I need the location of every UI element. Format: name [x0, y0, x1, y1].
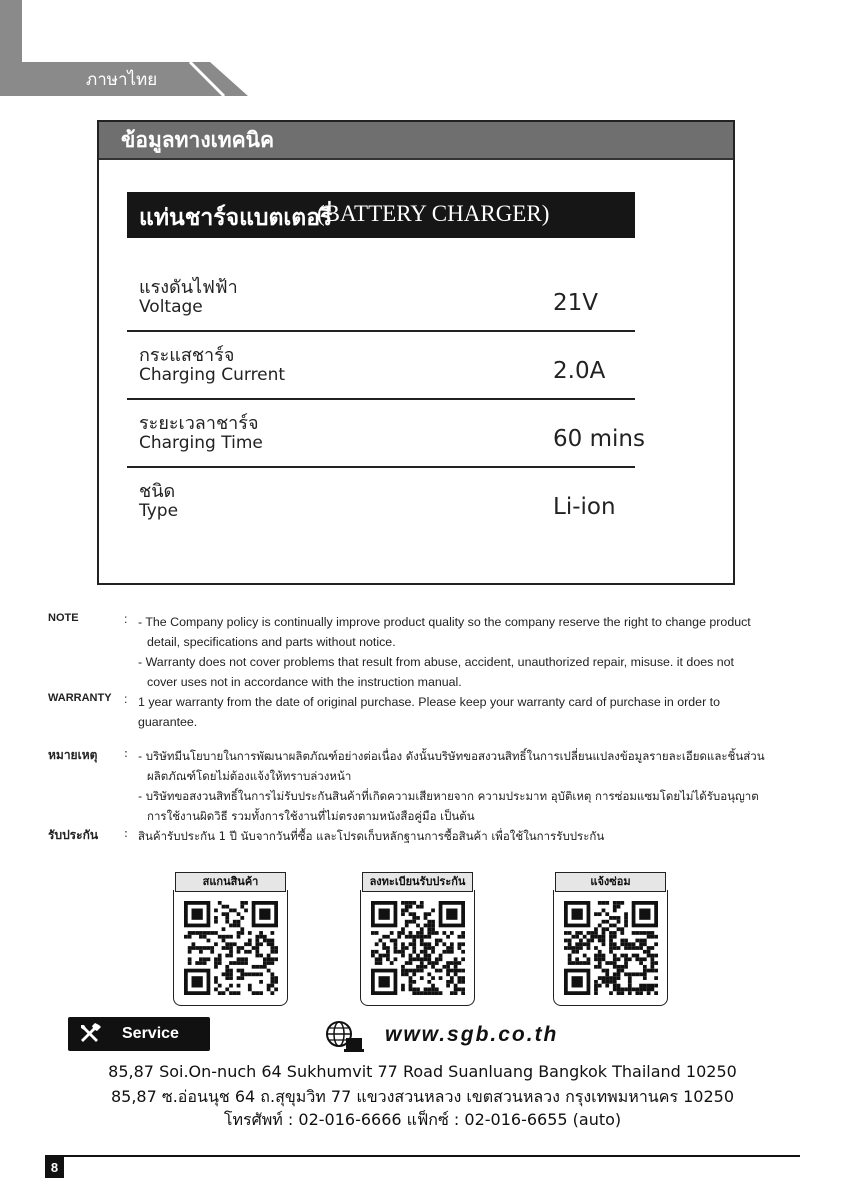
thai-note-text: การใช้งานผิดวิธี รวมทั้งการใช้งานที่ไม่ตรงตามหนังสือคู่มือ เป็นต้น	[147, 809, 475, 823]
spec-label-thai: กระแสชาร์จ	[139, 345, 235, 366]
thai-warranty-text: สินค้ารับประกัน 1 ปี นับจากวันที่ซื้อ และโปรดเก็บหลักฐานการซื้อสินค้า เพื่อใช้ในการรับประกัน	[138, 829, 605, 843]
thai-warranty-key: รับประกัน	[48, 828, 99, 842]
qr-label: ลงทะเบียนรับประกัน	[362, 872, 473, 892]
service-button[interactable]	[68, 1017, 210, 1051]
service-label: Service	[122, 1025, 179, 1042]
note-key: NOTE	[48, 612, 79, 624]
language-tab	[0, 0, 250, 96]
spec-value: 21V	[553, 290, 599, 316]
thai-note-colon: :	[124, 746, 128, 760]
note-text: cover uses not in accordance with the instruction manual.	[147, 675, 462, 689]
spec-row-charging-time	[127, 400, 645, 468]
note-text: detail, specifications and parts without notice.	[147, 635, 396, 649]
qr-frame	[173, 890, 288, 1006]
address-english: 85,87 Soi.On-nuch 64 Sukhumvit 77 Road Suanluang Bangkok Thailand 10250	[108, 1062, 737, 1081]
website-link[interactable]: www.sgb.co.th	[385, 1023, 559, 1046]
spec-label-thai: แรงดันไฟฟ้า	[139, 277, 238, 298]
thai-note-text: - บริษัทขอสงวนสิทธิ์ในการไม่รับประกันสินค้าที่เกิดความเสียหายจาก ความประมาท อุบัติเหตุ การซ่อมแซมโดยไม่ได้รับอนุญาต	[138, 789, 759, 803]
tools-icon	[78, 1023, 102, 1045]
qr-frame	[360, 890, 475, 1006]
thai-note-text: - บริษัทมีนโยบายในการพัฒนาผลิตภัณฑ์อย่างต่อเนื่อง ดังนั้นบริษัทขอสงวนสิทธิ์ในการเปลี่ยนแปลงข้อมูลรายละเอียดและชิ้นส่วน	[138, 749, 765, 763]
spec-value: 2.0A	[553, 358, 606, 384]
spec-heading: ข้อมูลทางเทคนิค	[99, 122, 733, 160]
qr-repair-request[interactable]	[553, 872, 668, 1007]
warranty-text: 1 year warranty from the date of original purchase. Please keep your warranty card of purchase in order to	[138, 695, 720, 709]
qr-code-icon	[184, 898, 278, 998]
thai-warranty-block	[48, 826, 803, 846]
warranty-key: WARRANTY	[48, 692, 112, 704]
notes-section	[48, 612, 803, 846]
spec-label-thai: ระยะเวลาชาร์จ	[139, 413, 259, 434]
qr-register-warranty[interactable]	[360, 872, 475, 1007]
warranty-text: guarantee.	[138, 715, 198, 729]
spec-label-english: Voltage	[139, 297, 203, 317]
warranty-colon: :	[124, 692, 128, 706]
product-name-english: (BATTERY CHARGER)	[317, 201, 550, 226]
footer-rule	[45, 1155, 800, 1157]
spec-label-english: Charging Current	[139, 365, 286, 385]
spec-row-voltage	[127, 264, 635, 332]
note-text: - The Company policy is continually improve product quality so the company reserve the right to change product	[138, 615, 751, 629]
technical-spec-box	[97, 120, 735, 585]
phone-fax: โทรศัพท์ : 02-016-6666 แฟ็กซ์ : 02-016-6655 (auto)	[223, 1110, 622, 1129]
qr-code-icon	[371, 898, 465, 998]
spec-value: Li-ion	[553, 494, 616, 520]
globe-computer-icon	[324, 1020, 366, 1054]
product-name-thai: แท่นชาร์จแบตเตอรี่	[139, 205, 333, 231]
thai-note-key: หมายเหตุ	[48, 748, 98, 762]
page-number: 8	[45, 1157, 64, 1178]
thai-note-text: ผลิตภัณฑ์โดยไม่ต้องแจ้งให้ทราบล่วงหน้า	[147, 769, 352, 783]
qr-label: สแกนสินค้า	[175, 872, 286, 892]
qr-frame	[553, 890, 668, 1006]
product-title-bar	[127, 192, 635, 238]
spec-row-charging-current	[127, 332, 635, 400]
thai-note-block	[48, 746, 803, 826]
qr-code-icon	[564, 898, 658, 998]
note-colon: :	[124, 612, 128, 626]
qr-label: แจ้งซ่อม	[555, 872, 666, 892]
spec-label-english: Charging Time	[139, 433, 263, 453]
spec-row-type	[127, 468, 635, 534]
spec-value: 60 mins	[553, 426, 645, 452]
address-thai: 85,87 ซ.อ่อนนุช 64 ถ.สุขุมวิท 77 แขวงสวนหลวง เขตสวนหลวง กรุงเทพมหานคร 10250	[110, 1087, 735, 1106]
spec-label-thai: ชนิด	[139, 481, 176, 502]
language-label: ภาษาไทย	[86, 70, 158, 90]
warranty-block	[48, 692, 803, 732]
note-text: - Warranty does not cover problems that result from abuse, accident, unauthorized repair, misuse. it does not	[138, 655, 734, 669]
spec-label-english: Type	[139, 501, 179, 521]
note-block	[48, 612, 803, 692]
thai-warranty-colon: :	[124, 826, 128, 840]
qr-scan-product[interactable]	[173, 872, 288, 1007]
